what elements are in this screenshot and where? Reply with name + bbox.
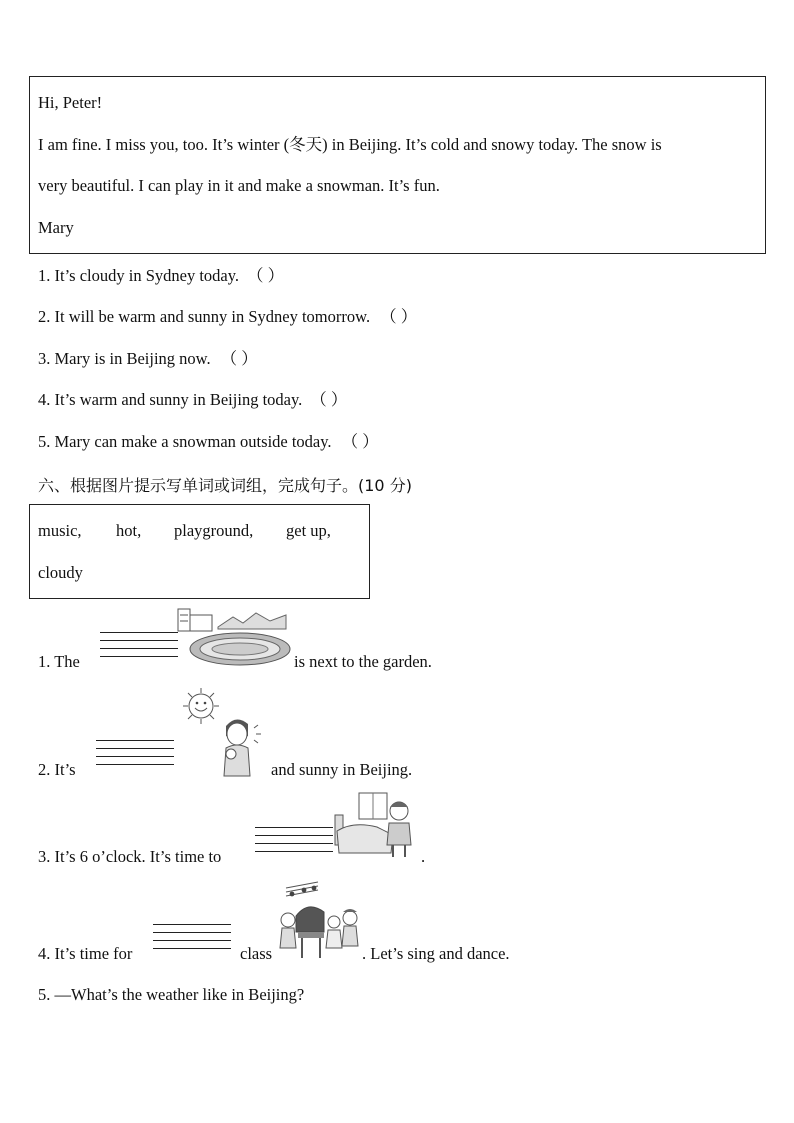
- word-bank-item: playground,: [174, 521, 254, 540]
- letter-line-2: very beautiful. I can play in it and make a snowman. It’s fun.: [38, 176, 440, 195]
- sentence-4-start: 4. It’s time for: [38, 944, 133, 963]
- statement-5: 5. Mary can make a snowman outside today. （ ）: [38, 432, 379, 451]
- statement-3: 3. Mary is in Beijing now. （ ）: [38, 349, 258, 368]
- answer-blank[interactable]: [153, 924, 231, 956]
- word-bank-item: music,: [38, 521, 82, 540]
- word-bank-item: hot,: [116, 521, 142, 540]
- sentence-4-end: . Let’s sing and dance.: [362, 944, 510, 963]
- word-bank-item: get up,: [286, 521, 331, 540]
- sentence-2-start: 2. It’s: [38, 760, 76, 779]
- answer-blank[interactable]: [100, 632, 178, 664]
- answer-blank[interactable]: [255, 827, 333, 859]
- sentence-5: 5. —What’s the weather like in Beijing?: [38, 985, 305, 1004]
- answer-paren[interactable]: （ ）: [380, 307, 418, 326]
- section-heading: 六、根据图片提示写单词或词组，完成句子。(10 分): [38, 476, 412, 495]
- get-up-icon: [333, 791, 419, 861]
- answer-paren[interactable]: （ ）: [247, 266, 285, 285]
- word-bank-item: cloudy: [38, 563, 83, 582]
- sentence-1-end: is next to the garden.: [294, 652, 432, 671]
- answer-paren[interactable]: （ ）: [341, 432, 379, 451]
- statement-2: 2. It will be warm and sunny in Sydney tomorrow. （ ）: [38, 307, 418, 326]
- letter-greeting: Hi, Peter!: [38, 93, 103, 112]
- playground-icon: [178, 607, 288, 667]
- sentence-4-class-word: class: [240, 944, 273, 963]
- letter-signature: Mary: [38, 218, 74, 237]
- music-class-icon: [278, 882, 362, 960]
- answer-paren[interactable]: （ ）: [310, 390, 348, 409]
- letter-box: [29, 76, 766, 254]
- sentence-2-end: and sunny in Beijing.: [271, 760, 413, 779]
- statement-4: 4. It’s warm and sunny in Beijing today. （ ）: [38, 390, 348, 409]
- answer-paren[interactable]: （ ）: [220, 349, 258, 368]
- word-bank-box: [29, 504, 370, 599]
- answer-blank[interactable]: [96, 740, 174, 772]
- hot-sun-icon: [176, 686, 266, 778]
- sentence-3-end: .: [421, 847, 426, 866]
- sentence-1-start: 1. The: [38, 652, 80, 671]
- sentence-3-start: 3. It’s 6 o’clock. It’s time to: [38, 847, 222, 866]
- statement-1: 1. It’s cloudy in Sydney today. （ ）: [38, 266, 285, 285]
- letter-line-1: I am fine. I miss you, too. It’s winter (冬天) in Beijing. It’s cold and snowy today. The snow is: [38, 135, 662, 154]
